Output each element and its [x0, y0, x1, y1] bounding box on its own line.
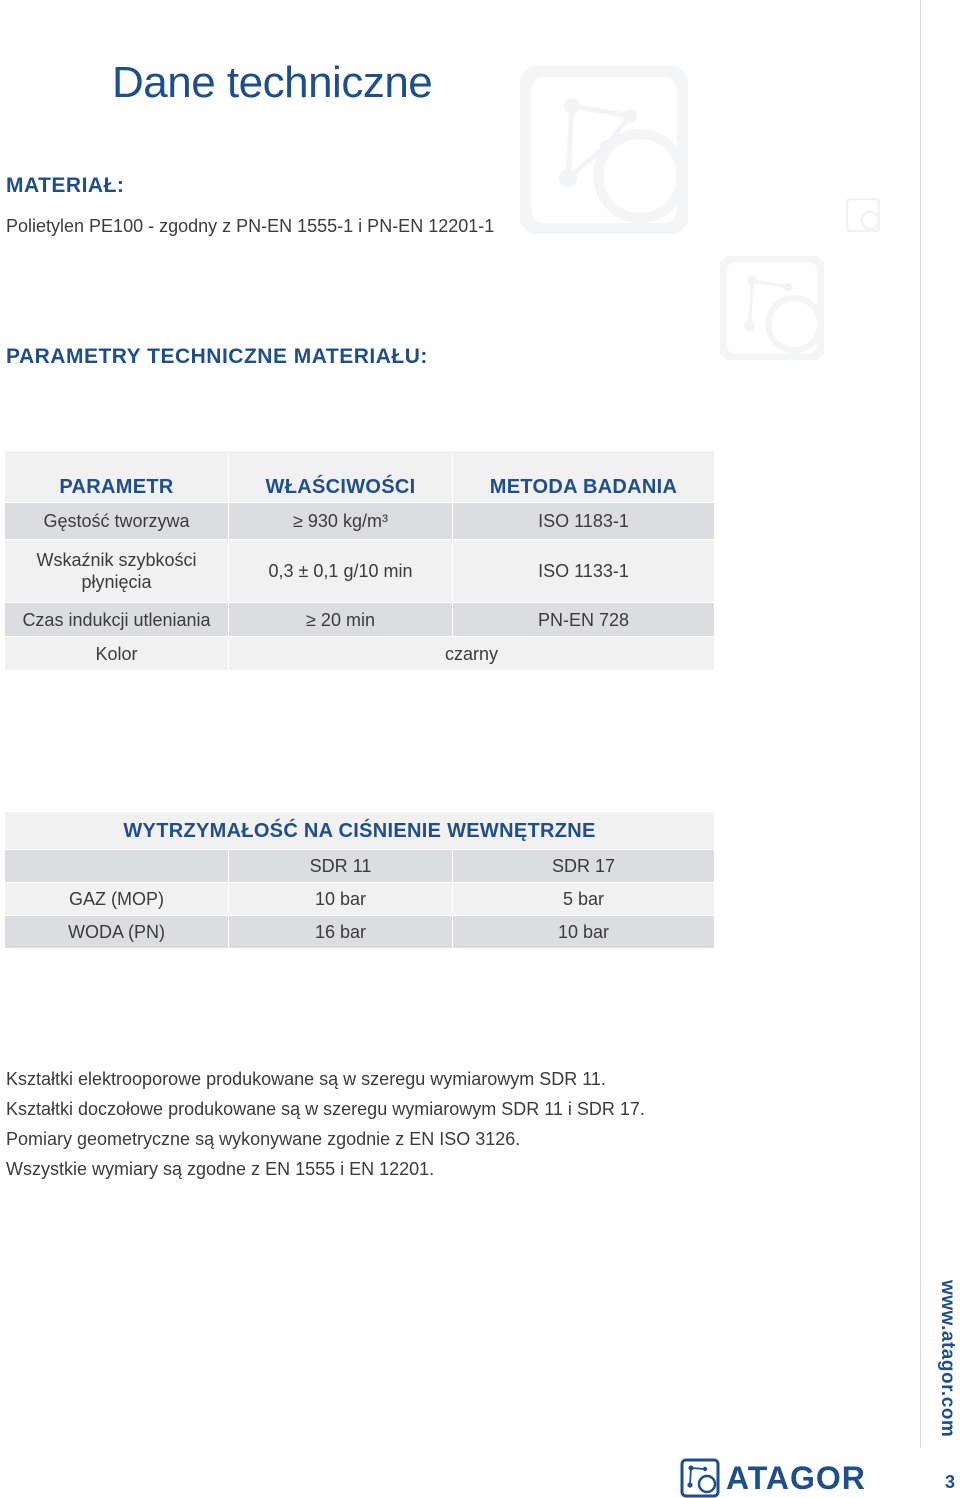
- value-cell: 0,3 ± 0,1 g/10 min: [229, 540, 453, 603]
- table-row: [5, 540, 715, 603]
- column-header-sdr17: SDR 17: [453, 850, 715, 883]
- note-line: Pomiary geometryczne są wykonywane zgodnie z EN ISO 3126.: [6, 1129, 521, 1149]
- table-row: [5, 503, 715, 540]
- column-header-metoda: METODA BADANIA: [453, 451, 715, 503]
- molecule-watermark-icon-tiny: [846, 198, 880, 232]
- pressure-header-row: [5, 812, 715, 850]
- method-cell: ISO 1183-1: [453, 503, 715, 540]
- param-line-1: Wskaźnik szybkości: [36, 550, 197, 570]
- table-row: [5, 603, 715, 637]
- row-label: GAZ (MOP): [5, 883, 229, 916]
- website-link[interactable]: www.atagor.com: [937, 1280, 958, 1438]
- sdr17-cell: 10 bar: [453, 916, 715, 949]
- note-line: Kształtki elektrooporowe produkowane są w szeregu wymiarowym SDR 11.: [6, 1069, 606, 1089]
- sdr11-cell: 10 bar: [229, 883, 453, 916]
- value-cell: czarny: [229, 637, 715, 671]
- method-cell: PN-EN 728: [453, 603, 715, 637]
- method-cell: ISO 1133-1: [453, 540, 715, 603]
- material-heading: MATERIAŁ:: [6, 174, 125, 197]
- column-header-wlasciwosci: WŁAŚCIWOŚCI: [229, 451, 453, 503]
- notes-block: [6, 1064, 645, 1184]
- pressure-heading: WYTRZYMAŁOŚĆ NA CIŚNIENIE WEWNĘTRZNE: [5, 812, 715, 850]
- sidebar-divider: [920, 0, 921, 1448]
- column-header-parametr: PARAMETR: [5, 451, 229, 503]
- table-row: [5, 916, 715, 949]
- page-title: Dane techniczne: [112, 58, 433, 107]
- molecule-watermark-icon-small: [720, 256, 824, 360]
- empty-cell: [5, 850, 229, 883]
- table-header-row: [5, 451, 715, 503]
- table-row: [5, 637, 715, 671]
- row-label: WODA (PN): [5, 916, 229, 949]
- material-text: Polietylen PE100 - zgodny z PN-EN 1555-1 i PN-EN 12201-1: [6, 216, 495, 236]
- value-cell: ≥ 20 min: [229, 603, 453, 637]
- sdr11-cell: 16 bar: [229, 916, 453, 949]
- column-header-sdr11: SDR 11: [229, 850, 453, 883]
- params-table: [4, 450, 715, 671]
- param-line-2: płynięcia: [81, 572, 152, 592]
- params-heading: PARAMETRY TECHNICZNE MATERIAŁU:: [6, 345, 428, 368]
- atagor-logo: [680, 1458, 910, 1498]
- pressure-table: [4, 811, 715, 949]
- note-line: Wszystkie wymiary są zgodne z EN 1555 i EN 12201.: [6, 1159, 435, 1179]
- page-number: 3: [945, 1472, 956, 1492]
- table-row: [5, 850, 715, 883]
- atagor-logo-icon: [680, 1458, 720, 1498]
- param-cell: [5, 540, 229, 603]
- table-row: [5, 883, 715, 916]
- param-cell: Czas indukcji utleniania: [5, 603, 229, 637]
- brand-name: ATAGOR: [726, 1460, 866, 1496]
- value-cell: ≥ 930 kg/m³: [229, 503, 453, 540]
- param-cell: Kolor: [5, 637, 229, 671]
- molecule-watermark-icon: [520, 66, 688, 234]
- note-line: Kształtki doczołowe produkowane są w szeregu wymiarowym SDR 11 i SDR 17.: [6, 1099, 645, 1119]
- param-cell: Gęstość tworzywa: [5, 503, 229, 540]
- sdr17-cell: 5 bar: [453, 883, 715, 916]
